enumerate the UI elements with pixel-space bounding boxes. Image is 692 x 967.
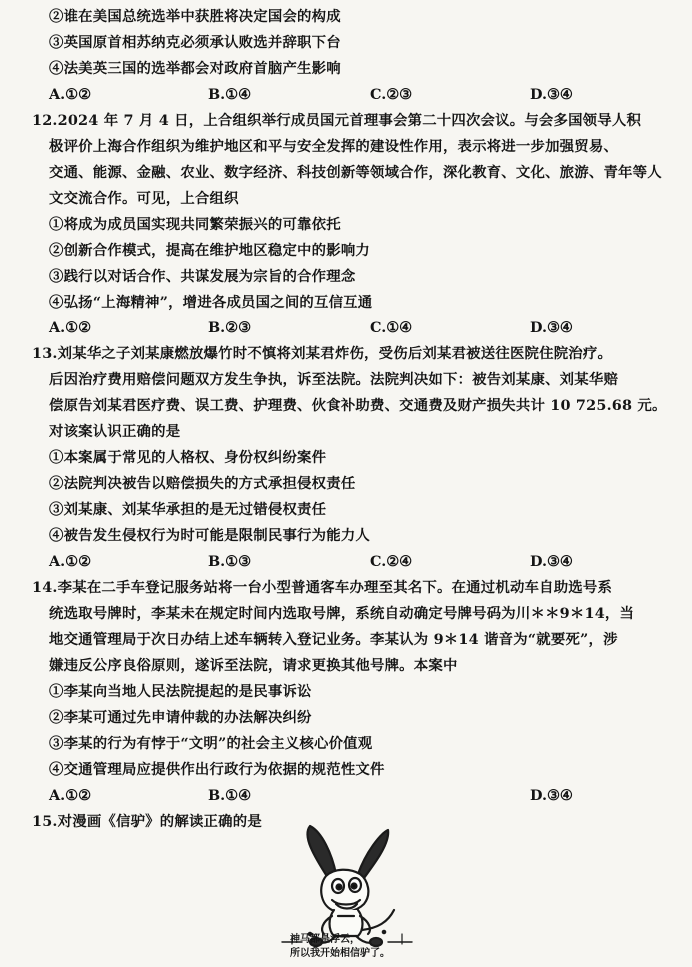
q14-stem-line: 统选取号牌时，李某未在规定时间内选取号牌，系统自动确定号牌号码为川＊＊9＊14，当	[49, 605, 635, 622]
q11-option-c: C.②③	[370, 86, 413, 103]
q13-option-c: C.②④	[370, 553, 413, 570]
q11-item-4: ④法美英三国的选举都会对政府首脑产生影响	[49, 60, 341, 77]
q13-option-a: A.①②	[49, 553, 91, 570]
q12-stem-line: 极评价上海合作组织为维护地区和平与安全发挥的建设性作用，表示将进一步加强贸易、	[49, 138, 619, 155]
q14-item-2: ②李某可通过先申请仲裁的办法解决纠纷	[49, 709, 312, 726]
q11-option-a: A.①②	[49, 86, 91, 103]
q14-stem-line: 14.李某在二手车登记服务站将一台小型普通客车办理至其名下。在通过机动车自助选号系	[32, 579, 613, 596]
q12-option-a: A.①②	[49, 319, 91, 336]
q14-item-3: ③李某的行为有悖于“文明”的社会主义核心价值观	[49, 735, 373, 752]
q11-option-b: B.①④	[208, 86, 251, 103]
q14-option-b: B.①④	[208, 787, 251, 804]
q13-stem-line: 对该案认识正确的是	[49, 423, 181, 440]
q12-option-c: C.①④	[370, 319, 413, 336]
q13-item-3: ③刘某康、刘某华承担的是无过错侵权责任	[49, 501, 327, 518]
q12-stem-line: 文交流合作。可见，上合组织	[49, 190, 239, 207]
q14-item-1: ①李某向当地人民法院提起的是民事诉讼	[49, 683, 312, 700]
q13-option-d: D.③④	[530, 553, 573, 570]
q13-stem-line: 偿原告刘某君医疗费、误工费、护理费、伙食补助费、交通费及财产损失共计 10 725.68 元。	[49, 397, 667, 414]
q13-option-b: B.①③	[208, 553, 251, 570]
q15-stem: 15.对漫画《信驴》的解读正确的是	[32, 813, 262, 830]
q14-option-d: D.③④	[530, 787, 573, 804]
cartoon-caption-line: 所以我开始相信驴了。	[290, 948, 390, 959]
q12-item-3: ③践行以对话合作、共谋发展为宗旨的合作理念	[49, 268, 356, 285]
q12-option-d: D.③④	[530, 319, 573, 336]
q13-item-4: ④被告发生侵权行为时可能是限制民事行为能力人	[49, 527, 370, 544]
q11-item-3: ③英国原首相苏纳克必须承认败选并辞职下台	[49, 34, 341, 51]
q12-item-4: ④弘扬“上海精神”，增进各成员国之间的互信互通	[49, 294, 373, 311]
q12-stem-line: 12.2024 年 7 月 4 日，上合组织举行成员国元首理事会第二十四次会议。与会多国领导人积	[32, 112, 642, 129]
q14-stem-line: 地交通管理局于次日办结上述车辆转入登记业务。李某认为 9＊14 谐音为“就要死”，涉	[49, 631, 618, 648]
cartoon-caption-line: 神马都是浮云，	[290, 934, 360, 945]
q13-stem-line: 后因治疗费用赔偿问题双方发生争执，诉至法院。法院判决如下：被告刘某康、刘某华赔	[49, 371, 619, 388]
q12-stem-line: 交通、能源、金融、农业、数字经济、科技创新等领域合作，深化教育、文化、旅游、青年等人	[49, 164, 662, 181]
q12-option-b: B.②③	[208, 319, 251, 336]
q13-item-1: ①本案属于常见的人格权、身份权纠纷案件	[49, 449, 327, 466]
q14-item-4: ④交通管理局应提供作出行政行为依据的规范性文件	[49, 761, 385, 778]
q11-item-2: ②谁在美国总统选举中获胜将决定国会的构成	[49, 8, 341, 25]
q11-option-d: D.③④	[530, 86, 573, 103]
q14-stem-line: 嫌违反公序良俗原则，遂诉至法院，请求更换其他号牌。本案中	[49, 657, 458, 674]
q14-option-a: A.①②	[49, 787, 91, 804]
q12-item-1: ①将成为成员国实现共同繁荣振兴的可靠依托	[49, 216, 341, 233]
q12-item-2: ②创新合作模式，提高在维护地区稳定中的影响力	[49, 242, 370, 259]
q13-item-2: ②法院判决被告以赔偿损失的方式承担侵权责任	[49, 475, 356, 492]
q13-stem-line: 13.刘某华之子刘某康燃放爆竹时不慎将刘某君炸伤，受伤后刘某君被送往医院住院治疗。	[32, 345, 613, 362]
